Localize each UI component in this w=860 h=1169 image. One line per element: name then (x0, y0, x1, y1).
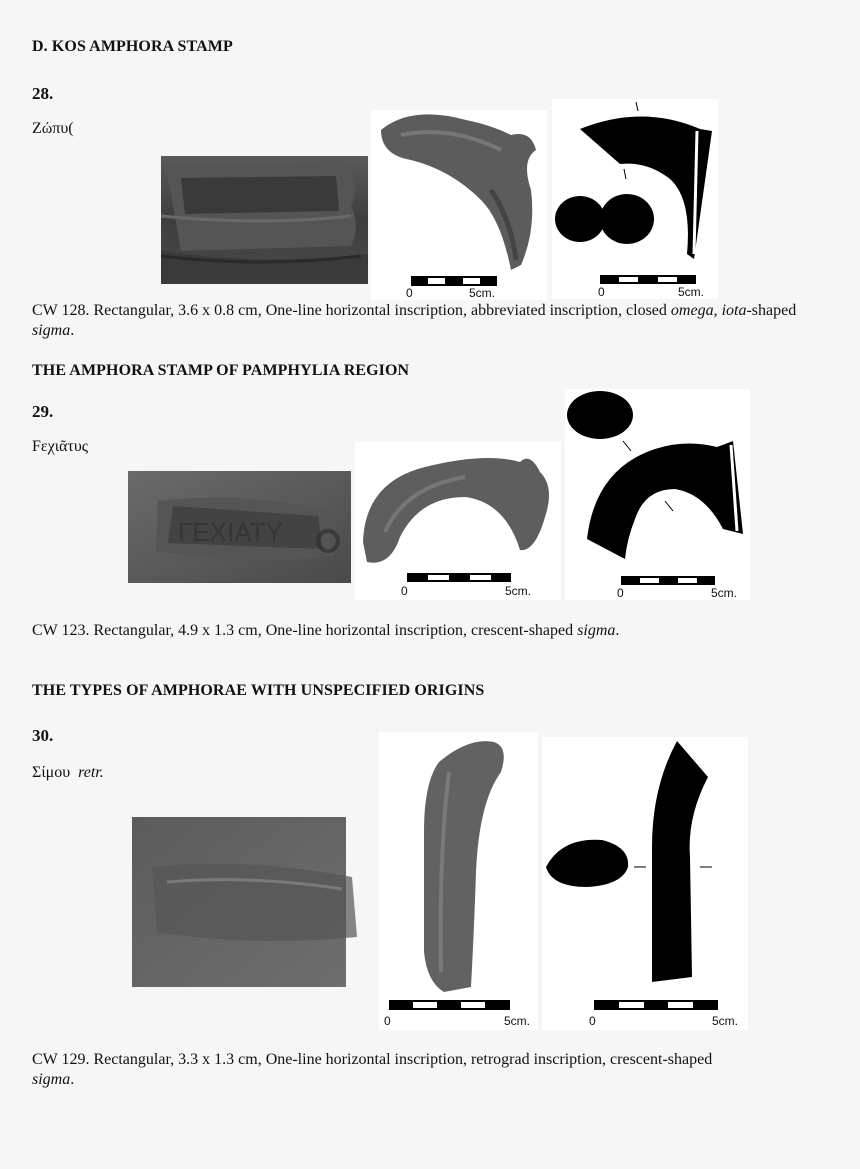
profile-drawing-panel-30 (542, 737, 748, 1030)
section-heading-unspecified: THE TYPES OF AMPHORAE WITH UNSPECIFIED ORIGINS (32, 682, 485, 699)
section-heading-kos: D. KOS AMPHORA STAMP (32, 38, 233, 55)
scale-zero-29a: 0 (401, 584, 408, 598)
scale-zero-30b: 0 (589, 1014, 596, 1028)
entry-number-30: 30. (32, 726, 54, 745)
inscription-30: Σίμου retr. (32, 764, 104, 781)
scale-bar-photo-28 (411, 276, 497, 286)
section-heading-pamphylia: THE AMPHORA STAMP OF PAMPHYLIA REGION (32, 362, 410, 379)
svg-text:ΓΕΧΙΑΤΥ: ΓΕΧΙΑΤΥ (178, 517, 283, 547)
scale-zero-28b: 0 (598, 285, 605, 299)
handle-photo-28 (371, 110, 547, 300)
entry-number-28: 28. (32, 84, 54, 103)
handle-photo-panel-28 (371, 110, 547, 300)
stamp-photo-30 (132, 817, 374, 987)
handle-photo-panel-29 (355, 442, 561, 600)
scale-five-28a: 5cm. (469, 286, 496, 300)
scale-zero-30a: 0 (384, 1014, 391, 1028)
stamp-photo-28 (161, 156, 368, 284)
profile-drawing-28 (552, 99, 718, 299)
scale-zero-29b: 0 (617, 586, 624, 600)
scale-bar-drawing-29 (621, 576, 715, 585)
scale-bar-photo-30 (389, 1000, 510, 1010)
entry-number-29: 29. (32, 402, 54, 421)
inscription-29: Fεχιᾶτυς (32, 438, 89, 455)
caption-29: CW 123. Rectangular, 4.9 x 1.3 cm, One-line horizontal inscription, crescent-shaped sigma. (32, 622, 620, 639)
handle-photo-30 (379, 732, 538, 1030)
stamp-photo-29 (128, 471, 351, 583)
scale-bar-drawing-28 (600, 275, 696, 284)
scale-five-29b: 5cm. (711, 586, 738, 600)
profile-drawing-29 (565, 389, 750, 600)
scale-zero-28a: 0 (406, 286, 413, 300)
profile-drawing-panel-28 (552, 99, 718, 299)
scale-five-28b: 5cm. (678, 285, 705, 299)
profile-drawing-panel-29 (565, 389, 750, 600)
scale-bar-photo-29 (407, 573, 511, 582)
caption-30: CW 129. Rectangular, 3.3 x 1.3 cm, One-line horizontal inscription, retrograd inscription, crescent-shaped sigma. (32, 1051, 713, 1088)
scale-five-29a: 5cm. (505, 584, 532, 598)
scale-five-30b: 5cm. (712, 1014, 739, 1028)
scale-five-30a: 5cm. (504, 1014, 531, 1028)
caption-28: CW 128. Rectangular, 3.6 x 0.8 cm, One-line horizontal inscription, abbreviated inscription, closed omega, iota-shaped sigma. (32, 302, 797, 339)
scale-bar-drawing-30 (594, 1000, 718, 1010)
profile-drawing-30 (542, 737, 748, 1030)
handle-photo-panel-30 (379, 732, 538, 1030)
inscription-28: Ζώπυ( (32, 120, 74, 137)
